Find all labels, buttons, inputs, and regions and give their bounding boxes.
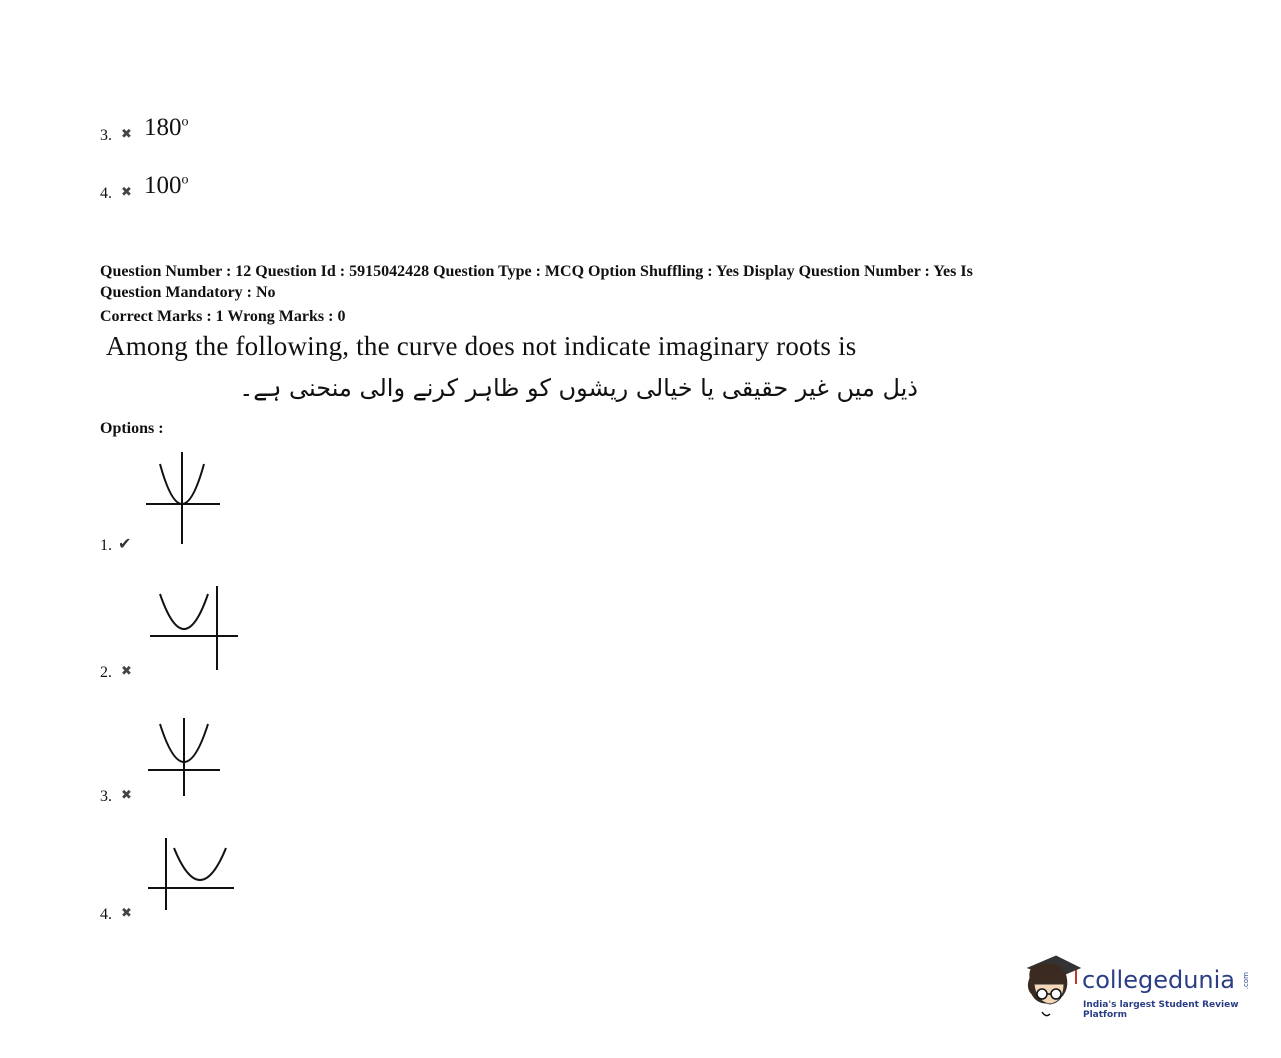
logo-com: .com xyxy=(1242,972,1250,990)
option-2-number: 2. xyxy=(100,664,112,681)
question-text-english: Among the following, the curve does not indicate imaginary roots is xyxy=(106,331,857,361)
parabola-through-origin-icon xyxy=(140,448,230,548)
parabola-left-of-axis-icon xyxy=(146,582,242,674)
prev-option-4-number: 4. xyxy=(100,185,112,202)
logo-tagline: India's largest Student Review Platform xyxy=(1083,1000,1239,1020)
option-4-number: 4. xyxy=(100,906,112,923)
wrong-icon: ✖ xyxy=(121,664,132,679)
collegedunia-logo xyxy=(1020,950,1260,1020)
question-marks: Correct Marks : 1 Wrong Marks : 0 xyxy=(100,308,346,325)
prev-option-3-number: 3. xyxy=(100,127,112,144)
question-text-urdu: ذیل میں غیر حقیقی یا خیالی ریشوں کو ظاہر کرنے والی منحنی ہے۔ xyxy=(239,374,918,402)
question-meta-line1: Question Number : 12 Question Id : 5915042428 Question Type : MCQ Option Shuffling : Yes Display Question Number : Yes Is xyxy=(100,263,973,280)
wrong-icon: ✖ xyxy=(121,127,132,142)
mascot-logo-icon xyxy=(1020,950,1082,1018)
parabola-vertex-below-xaxis-icon xyxy=(144,714,226,800)
prev-option-4-text: 100$^o$ xyxy=(144,172,189,199)
wrong-icon: ✖ xyxy=(121,185,132,200)
correct-check-icon: ✔ xyxy=(118,534,132,553)
option-3-number: 3. xyxy=(100,788,112,805)
options-label: Options : xyxy=(100,420,164,437)
option-1-number: 1. xyxy=(100,537,112,554)
parabola-right-of-axis-icon xyxy=(142,834,238,914)
question-meta-line2: Question Mandatory : No xyxy=(100,284,276,301)
logo-name: collegedunia xyxy=(1082,966,1236,994)
prev-option-3-text: 180$^o$ xyxy=(144,114,189,141)
question-meta xyxy=(100,261,1100,327)
wrong-icon: ✖ xyxy=(121,906,132,921)
wrong-icon: ✖ xyxy=(121,788,132,803)
